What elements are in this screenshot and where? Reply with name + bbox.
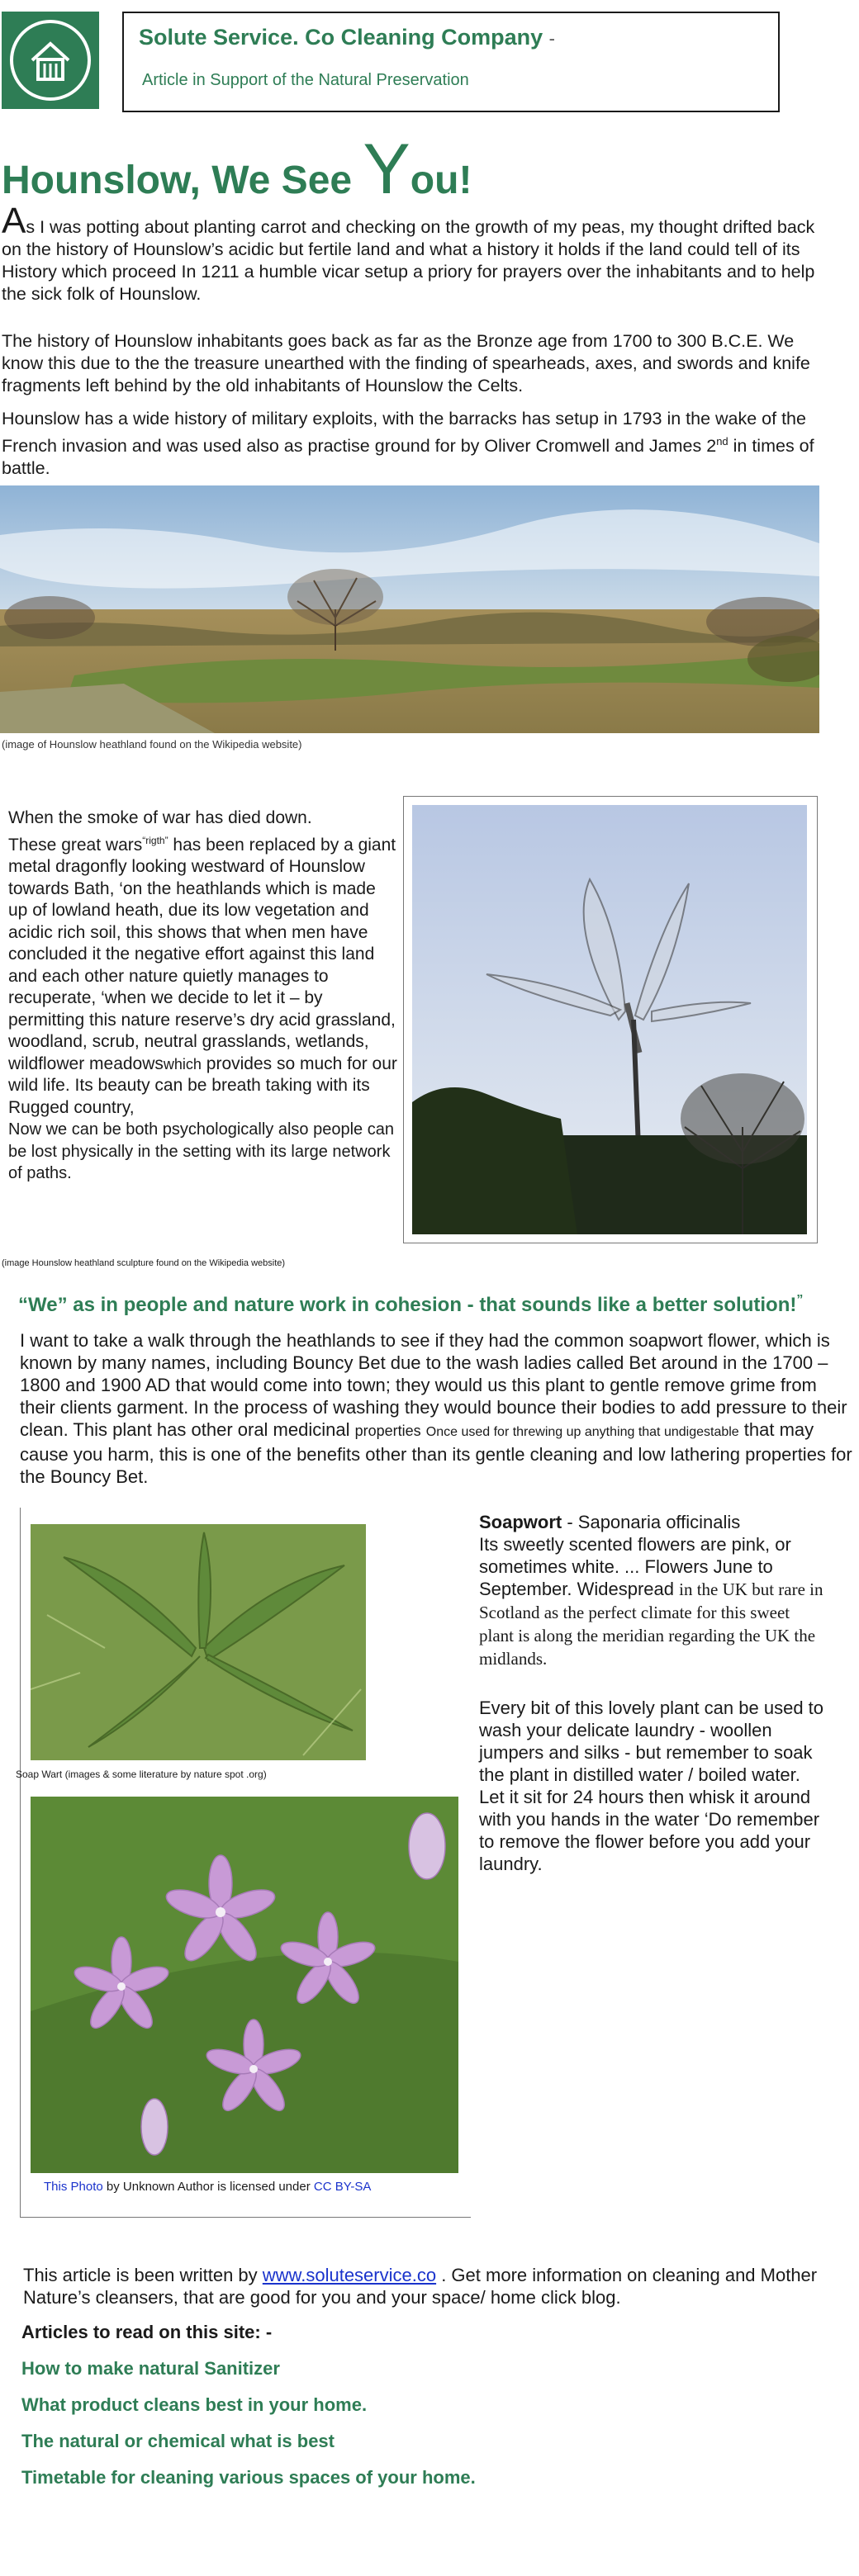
soapwort-info: Soapwort - Saponaria officinalis Its sweetly scented flowers are pink, or sometimes white. ... Flowers June to September. Widespread in the UK but rare in Scotland as the perfect climate for this sweet plant is along the meridian regarding the UK the midlands. Every bit of this lovely plant can be used to wash your delicate laundry - woollen jumpers and silks - but remember to soak the plant in distilled water / boiled water. Let it sit for 24 hours then whisk it around with you hands in the water ‘Do remember to remove the flower before you add your laundry. — [479, 1512, 824, 1874]
company-logo — [2, 12, 99, 109]
soapwort-leaves-caption: Soap Wart (images & some literature by nature spot .org) — [16, 1769, 267, 1780]
author-note: This article is been written by www.soluteservice.co . Get more information on cleaning and Mother Nature’s cleansers, that are good for you and your space/ home click blog. — [23, 2265, 818, 2308]
company-name: Solute Service. Co Cleaning Company - — [139, 25, 555, 50]
intro-paragraph-2: The history of Hounslow inhabitants goes back as far as the Bronze age from 1700 to 300 B.C.E. We know this due to the the treasure unearthed with the finding of spearheads, axes, and swords and knife fragments left behind by the old inhabitants of Hounslow the Celts. — [2, 331, 810, 395]
header-box — [122, 12, 780, 112]
page-title: Hounslow, We See You! — [2, 130, 472, 209]
articles-heading: Articles to read on this site: - — [21, 2322, 273, 2342]
soapwort-intro: I want to take a walk through the heathlands to see if they had the common soapwort flower, which is known by many names, including Bouncy Bet due to the wash ladies called Bet around in the 1700 – 1800 and 1900 AD that would come into town; they would us this plant to gentle remove grime from their clients garment. In the process of washing they would bounce their bodies to add pressure to their clean. This plant has other oral medicinal properties Once used for threwing up anything that undigestable that may cause you harm, this is one of the benefits other than its gentle cleaning and low lathering properties for the Bouncy Bet. — [20, 1330, 852, 1487]
intro-paragraph-1: As I was potting about planting carrot and checking on the growth of my peas, my thought drifted back on the history of Hounslow’s acidic but fertile land and what a history it holds if the land could tell of its History which proceed In 1211 a humble vicar setup a priory for prayers over the inhabitants and to help the sick folk of Hounslow. — [2, 201, 815, 304]
site-link[interactable]: www.soluteservice.co — [262, 2265, 437, 2285]
soapwort-image-panel — [16, 1508, 471, 2218]
heathland-photo — [0, 485, 819, 733]
photo-link[interactable]: This Photo — [44, 2180, 103, 2194]
heathland-caption: (image of Hounslow heathland found on the Wikipedia website) — [2, 738, 302, 751]
tagline: Article in Support of the Natural Preservation — [142, 71, 469, 89]
article-link-timetable[interactable]: Timetable for cleaning various spaces of your home. — [21, 2467, 476, 2488]
photo-credit: This Photo by Unknown Author is licensed under CC BY-SA — [44, 2180, 372, 2194]
logo-ring — [10, 20, 91, 101]
soapwort-flowers-photo — [31, 1797, 458, 2173]
dragonfly-sculpture-photo — [412, 805, 807, 1234]
article-link-natural-chemical[interactable]: The natural or chemical what is best — [21, 2431, 335, 2451]
cohesion-quote: “We” as in people and nature work in cohesion - that sounds like a better solution!” — [18, 1293, 804, 1316]
sculpture-photo-frame — [403, 796, 818, 1243]
sculpture-text: When the smoke of war has died down. These great wars$^{“rigth”}$ has been replaced by a giant metal dragonfly looking westward of Hounslow towards Bath, ‘on the heathlands which is made up of lowland heath, due its low vegetation and acidic rich soil, this shows that when men have concluded it the negative effort against this land and each other nature quietly manages to recuperate, ‘when we decide to let it – by permitting this nature reserve’s dry acid grassland, woodland, scrub, neutral grasslands, wetlands, wildflower meadowswhich provides so much for our wild life. Its beauty can be breath taking with its Rugged country, Now we can be both psychologically also people can be lost physically in the setting with its large network of paths. — [8, 808, 397, 1182]
intro-paragraph-3: Hounslow has a wide history of military exploits, with the barracks has setup in 1793 in the wake of the French invasion and was used also as practise ground for by Oliver Cromwell and James 2nd in times of battle. — [2, 409, 814, 479]
sculpture-caption: (image Hounslow heathland sculpture found on the Wikipedia website) — [2, 1258, 286, 1268]
article-link-sanitizer[interactable]: How to make natural Sanitizer — [21, 2358, 280, 2379]
soapwort-leaves-photo — [31, 1524, 366, 1760]
article-link-product[interactable]: What product cleans best in your home. — [21, 2394, 368, 2415]
house-logo-icon — [27, 37, 74, 83]
license-link[interactable]: CC BY-SA — [313, 2180, 372, 2194]
